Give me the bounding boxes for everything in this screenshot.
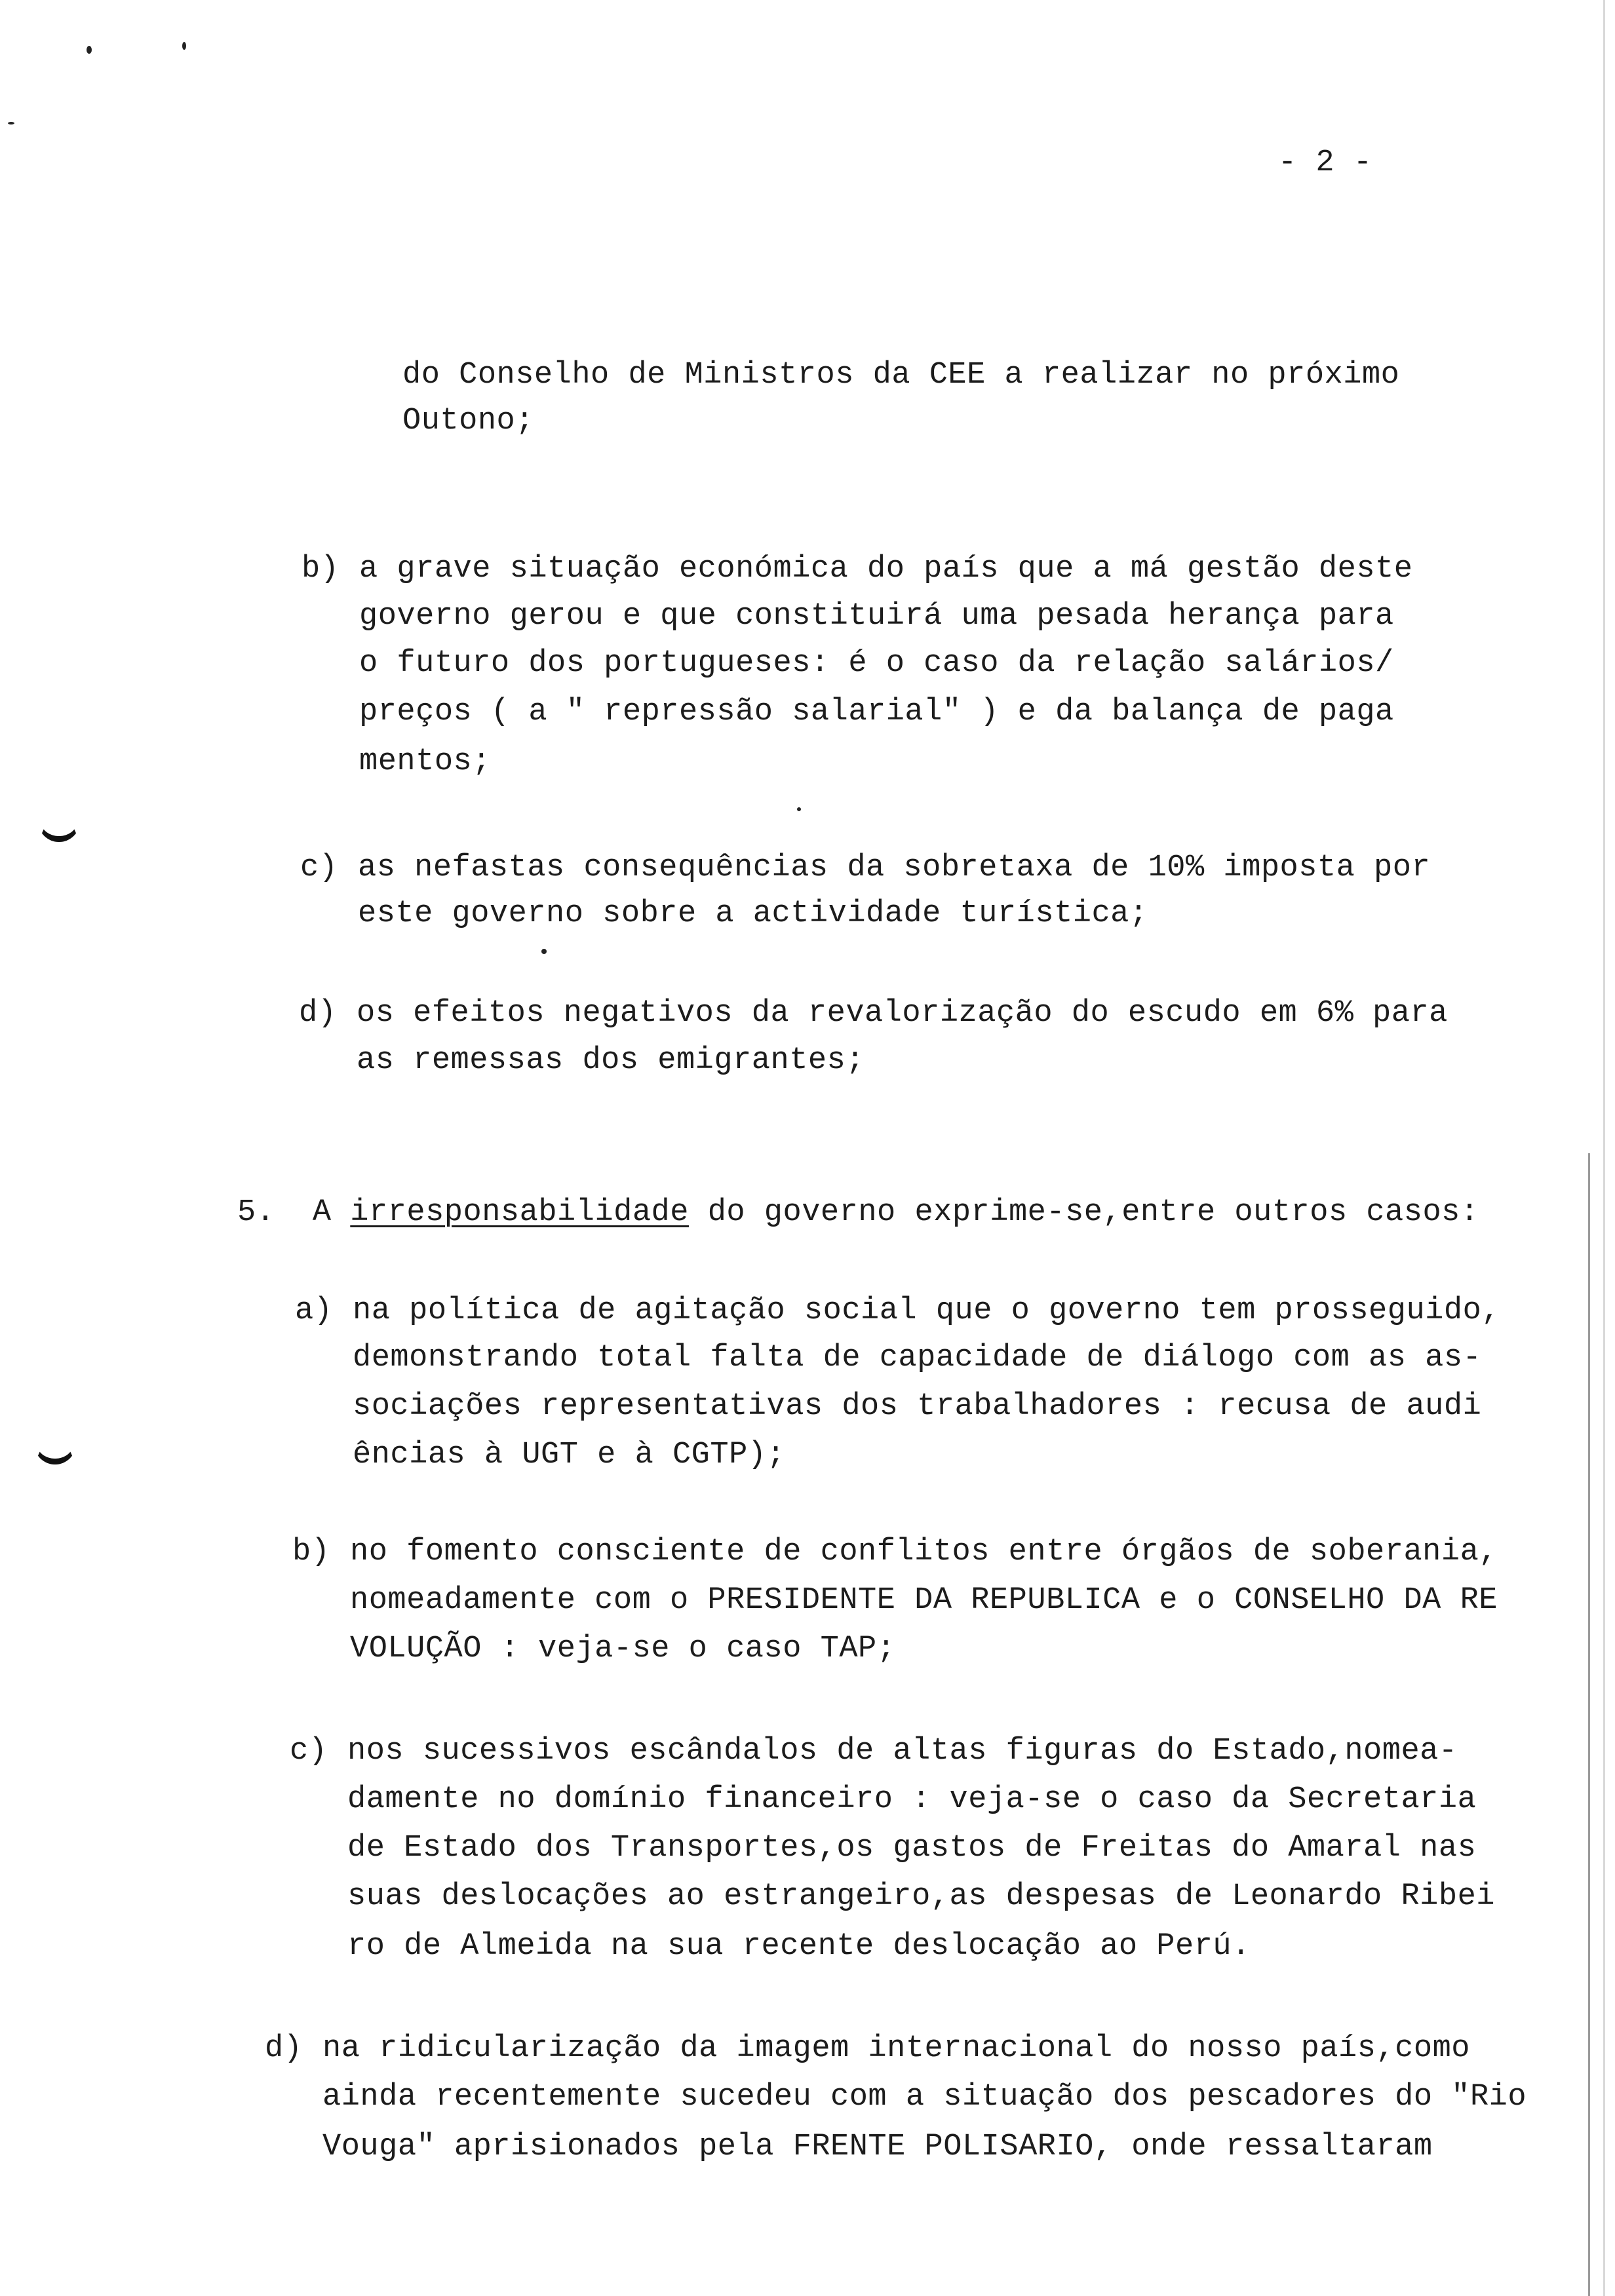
section-5-heading	[237, 1194, 1479, 1232]
page-edge	[1603, 0, 1605, 2296]
item-5c-line: damente no domínio financeiro : veja-se o caso da Secretaria	[347, 1782, 1477, 1817]
scan-speck	[182, 42, 186, 50]
item-label-5c: c)	[290, 1734, 328, 1769]
item-label-5d: d)	[265, 2031, 303, 2066]
scan-speck	[541, 949, 547, 954]
item-5b-line: no fomento consciente de conflitos entre órgãos de soberania,	[350, 1535, 1498, 1569]
item-5d-line: na ridicularização da imagem internacional do nosso país,como	[322, 2031, 1470, 2066]
punch-hole-mark	[38, 810, 80, 842]
page-number: - 2 -	[1278, 145, 1372, 180]
item-5c-line: ro de Almeida na sua recente deslocação ao Perú.	[347, 1929, 1251, 1964]
section-keyword: irresponsabilidade	[350, 1195, 689, 1230]
item-5b-line: VOLUÇÃO : veja-se o caso TAP;	[350, 1632, 896, 1666]
item-5a-line: ências à UGT e à CGTP);	[353, 1438, 786, 1472]
item-5d-line: ainda recentemente sucedeu com a situação dos pescadores do "Rio	[322, 2080, 1527, 2114]
intro-line: do Conselho de Ministros da CEE a realizar no próximo	[402, 358, 1400, 392]
item-5a-line: na política de agitação social que o governo tem prosseguido,	[353, 1293, 1500, 1328]
item-5c-line: suas deslocações ao estrangeiro,as despesas de Leonardo Ribei	[347, 1879, 1495, 1914]
item-5a-line: sociações representativas dos trabalhadores : recusa de audi	[353, 1389, 1482, 1424]
item-label-5a: a)	[295, 1293, 333, 1328]
page-edge-shadow	[1588, 1153, 1590, 2296]
item-4b-line: a grave situação económica do país que a má gestão deste	[359, 552, 1413, 586]
item-5a-line: demonstrando total falta de capacidade de diálogo com as as-	[353, 1341, 1482, 1375]
item-label-4d: d)	[299, 996, 337, 1031]
item-label-4b: b)	[302, 552, 340, 586]
item-5d-line: Vouga" aprisionados pela FRENTE POLISARIO, onde ressaltaram	[322, 2130, 1433, 2164]
item-label-5b: b)	[292, 1535, 330, 1569]
item-4d-line: as remessas dos emigrantes;	[357, 1043, 865, 1078]
item-5b-line: nomeadamente com o PRESIDENTE DA REPUBLICA e o CONSELHO DA RE	[350, 1583, 1498, 1618]
item-4b-line: preços ( a " repressão salarial" ) e da balança de paga	[359, 695, 1394, 729]
item-4d-line: os efeitos negativos da revalorização do escudo em 6% para	[357, 996, 1448, 1031]
item-4b-line: governo gerou e que constituirá uma pesada herança para	[359, 599, 1394, 634]
item-5c-line: nos sucessivos escândalos de altas figuras do Estado,nomea-	[347, 1734, 1458, 1769]
intro-line: Outono;	[402, 404, 534, 438]
item-label-4c: c)	[300, 851, 338, 885]
section-lead: A	[312, 1195, 332, 1230]
item-4b-line: mentos;	[359, 744, 491, 779]
item-5c-line: de Estado dos Transportes,os gastos de Freitas do Amaral nas	[347, 1831, 1477, 1866]
section-heading-rest: do governo exprime-se,entre outros casos:	[707, 1195, 1479, 1230]
item-4c-line: este governo sobre a actividade turística;	[358, 896, 1148, 931]
section-number: 5.	[237, 1195, 275, 1230]
item-4b-line: o futuro dos portugueses: é o caso da relação salários/	[359, 646, 1394, 681]
scan-speck	[797, 807, 801, 811]
item-4c-line: as nefastas consequências da sobretaxa de 10% imposta por	[358, 851, 1431, 885]
punch-hole-mark	[34, 1432, 76, 1464]
scan-speck	[87, 46, 92, 54]
scan-speck	[8, 122, 14, 124]
